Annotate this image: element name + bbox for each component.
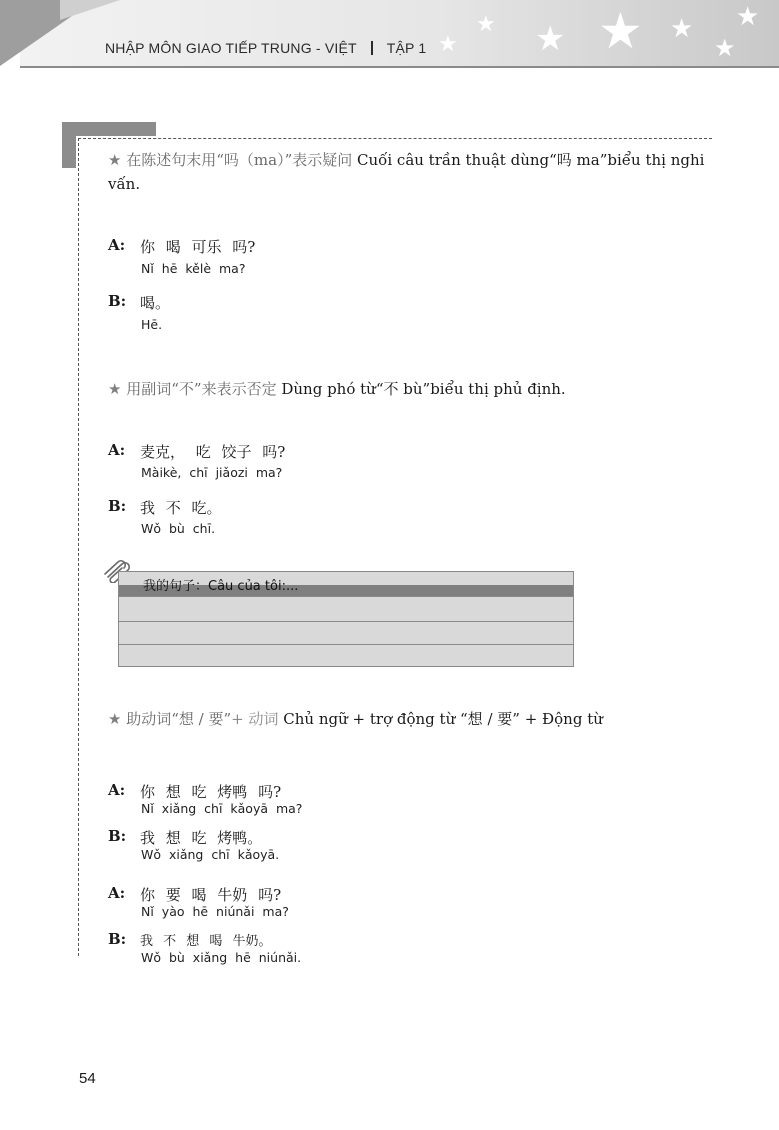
dialogue-zh: 我 想 吃 烤鸭。	[140, 829, 263, 847]
speaker-label: B:	[108, 497, 127, 515]
book-volume: TẬP 1	[386, 40, 427, 56]
star-icon: ★	[670, 14, 694, 44]
dialogue-zh: 你 要 喝 牛奶 吗?	[140, 886, 282, 904]
speaker-label: B:	[108, 930, 127, 948]
book-title-text: NHẬP MÔN GIAO TIẾP TRUNG - VIỆT	[105, 40, 357, 56]
section1-zh-title: 在陈述句末用“吗（ma）”表示疑问	[126, 151, 353, 169]
section2-heading	[108, 378, 566, 399]
page-header	[20, 0, 779, 68]
dialogue-zh: 你 喝 可乐 吗?	[140, 238, 256, 256]
writing-line	[119, 621, 573, 622]
star-icon: ★	[535, 19, 566, 59]
book-title	[105, 40, 426, 56]
dialogue-zh: 我 不 想 喝 牛奶。	[140, 934, 272, 949]
my-sentence-box[interactable]	[118, 571, 574, 667]
bullet-star-icon: ★	[108, 380, 122, 398]
page-number: 54	[79, 1070, 96, 1087]
section3-zh-plus: + 动词	[231, 710, 279, 728]
star-icon: ★	[736, 2, 760, 32]
dialogue-pinyin: Nǐ xiǎng chī kǎoyā ma?	[141, 801, 303, 816]
dialogue-pinyin: Nǐ hē kělè ma?	[141, 261, 246, 276]
writing-line	[119, 596, 573, 597]
section2-zh-title: 用副词“不”来表示否定	[126, 380, 277, 398]
my-sentence-label: 我的句子：Câu của tôi:...	[143, 579, 299, 594]
section3-vi-title: Chủ ngữ + trợ động từ “想 / 要” + Động từ	[283, 710, 603, 728]
section3-zh-title: 助动词“想 / 要”	[126, 710, 232, 728]
speaker-label: B:	[108, 827, 127, 845]
speaker-label: B:	[108, 292, 127, 310]
section2-vi-title: Dùng phó từ“不 bù”biểu thị phủ định.	[281, 380, 566, 398]
dialogue-pinyin: Màikè, chī jiǎozi ma?	[141, 465, 283, 480]
frame-corner	[62, 122, 156, 136]
dialogue-pinyin: Wǒ bù xiǎng hē niúnǎi.	[141, 950, 302, 965]
dialogue-pinyin: Nǐ yào hē niúnǎi ma?	[141, 904, 289, 919]
section3-heading	[108, 708, 603, 729]
bullet-star-icon: ★	[108, 710, 122, 728]
star-icon: ★	[598, 2, 643, 60]
speaker-label: A:	[108, 441, 126, 459]
dialogue-zh: 你 想 吃 烤鸭 吗?	[140, 783, 282, 801]
writing-line	[119, 644, 573, 645]
dashed-frame-top	[78, 138, 712, 139]
dialogue-pinyin: Wǒ bù chī.	[141, 521, 216, 536]
star-icon: ★	[476, 12, 496, 37]
frame-corner	[62, 122, 76, 168]
star-icon: ★	[438, 32, 458, 57]
star-icon: ★	[714, 34, 736, 62]
speaker-label: A:	[108, 884, 126, 902]
header-corner-highlight	[60, 0, 120, 20]
dialogue-zh: 喝。	[140, 294, 171, 312]
title-separator	[371, 41, 373, 55]
speaker-label: A:	[108, 236, 126, 254]
speaker-label: A:	[108, 781, 126, 799]
dialogue-zh: 麦克， 吃 饺子 吗?	[140, 443, 286, 461]
dialogue-pinyin: Wǒ xiǎng chī kǎoyā.	[141, 847, 280, 862]
section1-heading	[108, 148, 708, 196]
dialogue-pinyin: Hē.	[141, 317, 163, 332]
section1-vi-title: Cuối câu trần thuật dùng“吗 ma”biểu thị nghi vấn.	[108, 151, 705, 193]
dashed-frame-left	[78, 138, 79, 956]
bullet-star-icon: ★	[108, 151, 122, 169]
dialogue-zh: 我 不 吃。	[140, 499, 222, 517]
